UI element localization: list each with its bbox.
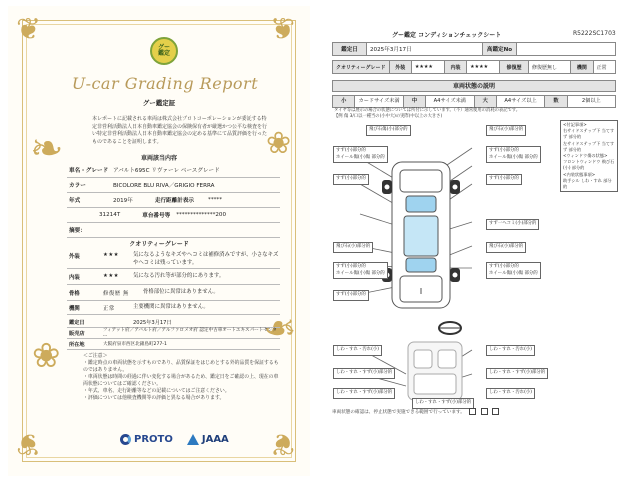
callout-box: しわ・すれ・汚れ(小) xyxy=(486,388,535,399)
exterior-value: ★★★★ xyxy=(411,61,444,74)
callout-box: すず(小)部分的 ホイール傷(小)傷 部分的 xyxy=(333,262,388,279)
callout-box: しわ・すれ・すず(小)部分的 xyxy=(486,368,548,379)
ornament-lower-left: ❀ xyxy=(32,336,61,376)
interior-value: ★★★★ xyxy=(467,61,500,74)
certificate-subtitle: グー鑑定証 xyxy=(142,99,176,107)
front-seat-left xyxy=(414,350,432,368)
legend-note: タイヤ等は展示の場合の状態については所付に示しています。（不）通常使用の消耗の表記です。 【例 傷 3/口以一種当の(小中大)の実際(中以上の大きさ) xyxy=(334,108,521,119)
hub-front-left xyxy=(384,184,390,190)
checkbox-icon[interactable] xyxy=(481,408,488,415)
ornament-bottom-left: ❦ xyxy=(16,426,42,461)
rear-window xyxy=(406,258,436,272)
store-no-label: 高鑑定No xyxy=(483,43,517,56)
date-label: 鑑定日 xyxy=(333,43,367,56)
proto-mark-icon xyxy=(120,434,131,445)
date-value: 2025年3月17日 xyxy=(367,43,483,56)
callout-box: すず(小)部分的 ホイール傷(小)傷 部分的 xyxy=(486,262,541,279)
ornament-bottom-right: ❦ xyxy=(270,426,296,461)
jaaa-logo: JAAA xyxy=(187,434,229,445)
vehicle-remarks-row: 摘要： xyxy=(67,223,280,238)
vehicle-section-title: 車両該当内容 xyxy=(140,155,177,162)
car-hood xyxy=(400,170,442,192)
quality-engine-row: 機関 正常 主要機関に異常はありません。 xyxy=(67,301,280,315)
repair-label: 修復歴 xyxy=(499,61,528,74)
callout-box: すず(小)部分的 xyxy=(333,290,369,301)
certificate-intro: 本レポートに記載される車両は株式会社プロトコーポレーションが委託する特定非営利活動法人日本自動車鑑定協会の保険保有者が厳選かつ公平な検査を行い特定非営利活動法人日本自動車鑑定協会の定める基準にて品質評価を行ったものであることを証明します。 xyxy=(92,116,268,145)
proto-logo: PROTO xyxy=(120,434,173,445)
interior-label: 内装 xyxy=(444,61,466,74)
quality-interior-row: 内装 ★★★ 気になる汚れ等が部分的にあります。 xyxy=(67,269,280,285)
callout-box: しわ・すれ・すず(小)部分的 xyxy=(333,368,395,379)
callout-box: 飛び石(小)部分的 xyxy=(486,125,526,136)
certificate-notes: ＜ご注意＞ ・鑑定時点の車両状態を示すものであり、品質保証をはじめとする外的品質を保証するものではありません。 ・車両状態は時間の経過に伴い変化する場合があるため、鑑定日をご確認の上、現在の車両状態についてはご確認ください。 ・年式、車名、走行距離等などの記載についてはご注意ください。 ・評価については他検査機関等の評価と異なる場合があります。 xyxy=(83,353,279,401)
vehicle-model-row: 車名・グレード アバルト695C リヴァーレ ベースグレード xyxy=(67,163,280,178)
vehicle-id-row: 31214T 車台番号等 **************200 xyxy=(67,208,280,223)
vehicle-color-row: カラー BICOLORE BLU RIVA／GRIGIO FERRA xyxy=(67,178,280,193)
engine-value: 正常 xyxy=(593,61,615,74)
certificate-title: U-car Grading Report xyxy=(71,74,259,93)
vehicle-year-row: 年式 2019年 走行距離計表示 ***** xyxy=(67,193,280,208)
callout-box: すず一ヘコミ(小)部分的 xyxy=(486,219,539,230)
callout-box: しわ・すれ・汚れ(小) xyxy=(486,345,535,356)
footer-logos xyxy=(120,434,229,445)
callout-box: 飛び石傷(小)部分的 xyxy=(366,125,411,136)
ornament-side-left: ❧ xyxy=(30,126,64,172)
damage-size-legend: 小 カードサイズ未満 中 A4サイズ未満 大 A4サイズ以上 数 2個以上 xyxy=(332,95,616,108)
sheet-header-row2 xyxy=(332,60,616,74)
additional-notes-box: <付記事項> 右サイドステップ下 当てすず 部分的 左サイドステップ下 当てすず 部分的 <ウィンドウ傷の状態> フロントウィンドウ 飛び石(小) 部分的 <内装状態事項> 助手シル しわ・すれ 部分的 xyxy=(560,120,618,192)
hub-front-right xyxy=(452,184,458,190)
store-no-value xyxy=(517,43,616,56)
hub-rear-right xyxy=(452,272,458,278)
checkbox-icon[interactable] xyxy=(469,408,476,415)
inspection-address-row: 所在地 大阪府泉市西区北錦島町277-1 xyxy=(67,339,280,350)
quality-section-title: クオリティーグレード xyxy=(129,241,189,248)
sheet-header-row1 xyxy=(332,42,616,56)
callout-box: 飛び石(小)部分的 xyxy=(333,242,373,253)
callout-box: すず(小)部分的 xyxy=(486,174,522,185)
car-roof xyxy=(404,216,438,256)
callout-box: すず(小)部分的 xyxy=(333,174,369,185)
callout-box: すず(小)部分的 ホイール傷(小)傷 部分的 xyxy=(333,146,388,163)
callout-box: しわ・すれ・すず(小)部分的 xyxy=(333,388,395,399)
quality-exterior-row: 外装 ★★★ 気になるようなキズやヘコミは補修済みですが、小さなキズやヘコミは残っています。 xyxy=(67,249,280,269)
checkbox-icon[interactable] xyxy=(492,408,499,415)
inspection-store-row: 販売店 フィアット府／アバルト府／アルファロメオ府 認定中古車オートエキスパートセンター xyxy=(67,328,280,339)
sheet-doc-number: R5222SC1703 xyxy=(573,30,616,37)
callout-box: しわ・すれ・汚れ(小) xyxy=(333,345,382,356)
callout-box: すず(小)部分的 ホイール傷(小)傷 部分的 xyxy=(486,146,541,163)
callout-box: しわ・すれ・すず(小)部分的 xyxy=(412,398,474,409)
jaaa-mark-icon xyxy=(187,434,199,445)
ornament-upper-right: ❀ xyxy=(266,126,292,161)
grading-certificate xyxy=(8,6,310,476)
sheet-title: グー鑑定 コンディションチェックシート xyxy=(392,32,502,39)
ornament-top-left: ❦ xyxy=(16,12,42,47)
inspection-date-row: 鑑定日 2025年3月17日 xyxy=(67,317,280,328)
quality-grade-label: クオリティーグレード xyxy=(333,61,390,74)
explain-title: 車両状態の説明 xyxy=(332,80,616,92)
goo-seal-logo: グー 鑑定 xyxy=(150,37,178,65)
front-seat-right xyxy=(438,350,456,368)
repair-value: 修復歴無し xyxy=(528,61,570,74)
engine-label: 機関 xyxy=(571,61,593,74)
quality-frame-row: 骨格 修復歴 無 骨格部位に異常はありません。 xyxy=(67,285,280,301)
callout-box: 飛び石(小)部分的 xyxy=(486,242,526,253)
ornament-top-right: ❦ xyxy=(270,12,296,47)
ornament-side-right: ❧ xyxy=(263,306,297,352)
rear-seat xyxy=(414,374,456,394)
exterior-label: 外装 xyxy=(389,61,411,74)
sheet-footer-note: 車両状態の確認は、停止状態で実施できる範囲で行っています。 xyxy=(332,408,499,415)
front-windshield xyxy=(406,196,436,212)
